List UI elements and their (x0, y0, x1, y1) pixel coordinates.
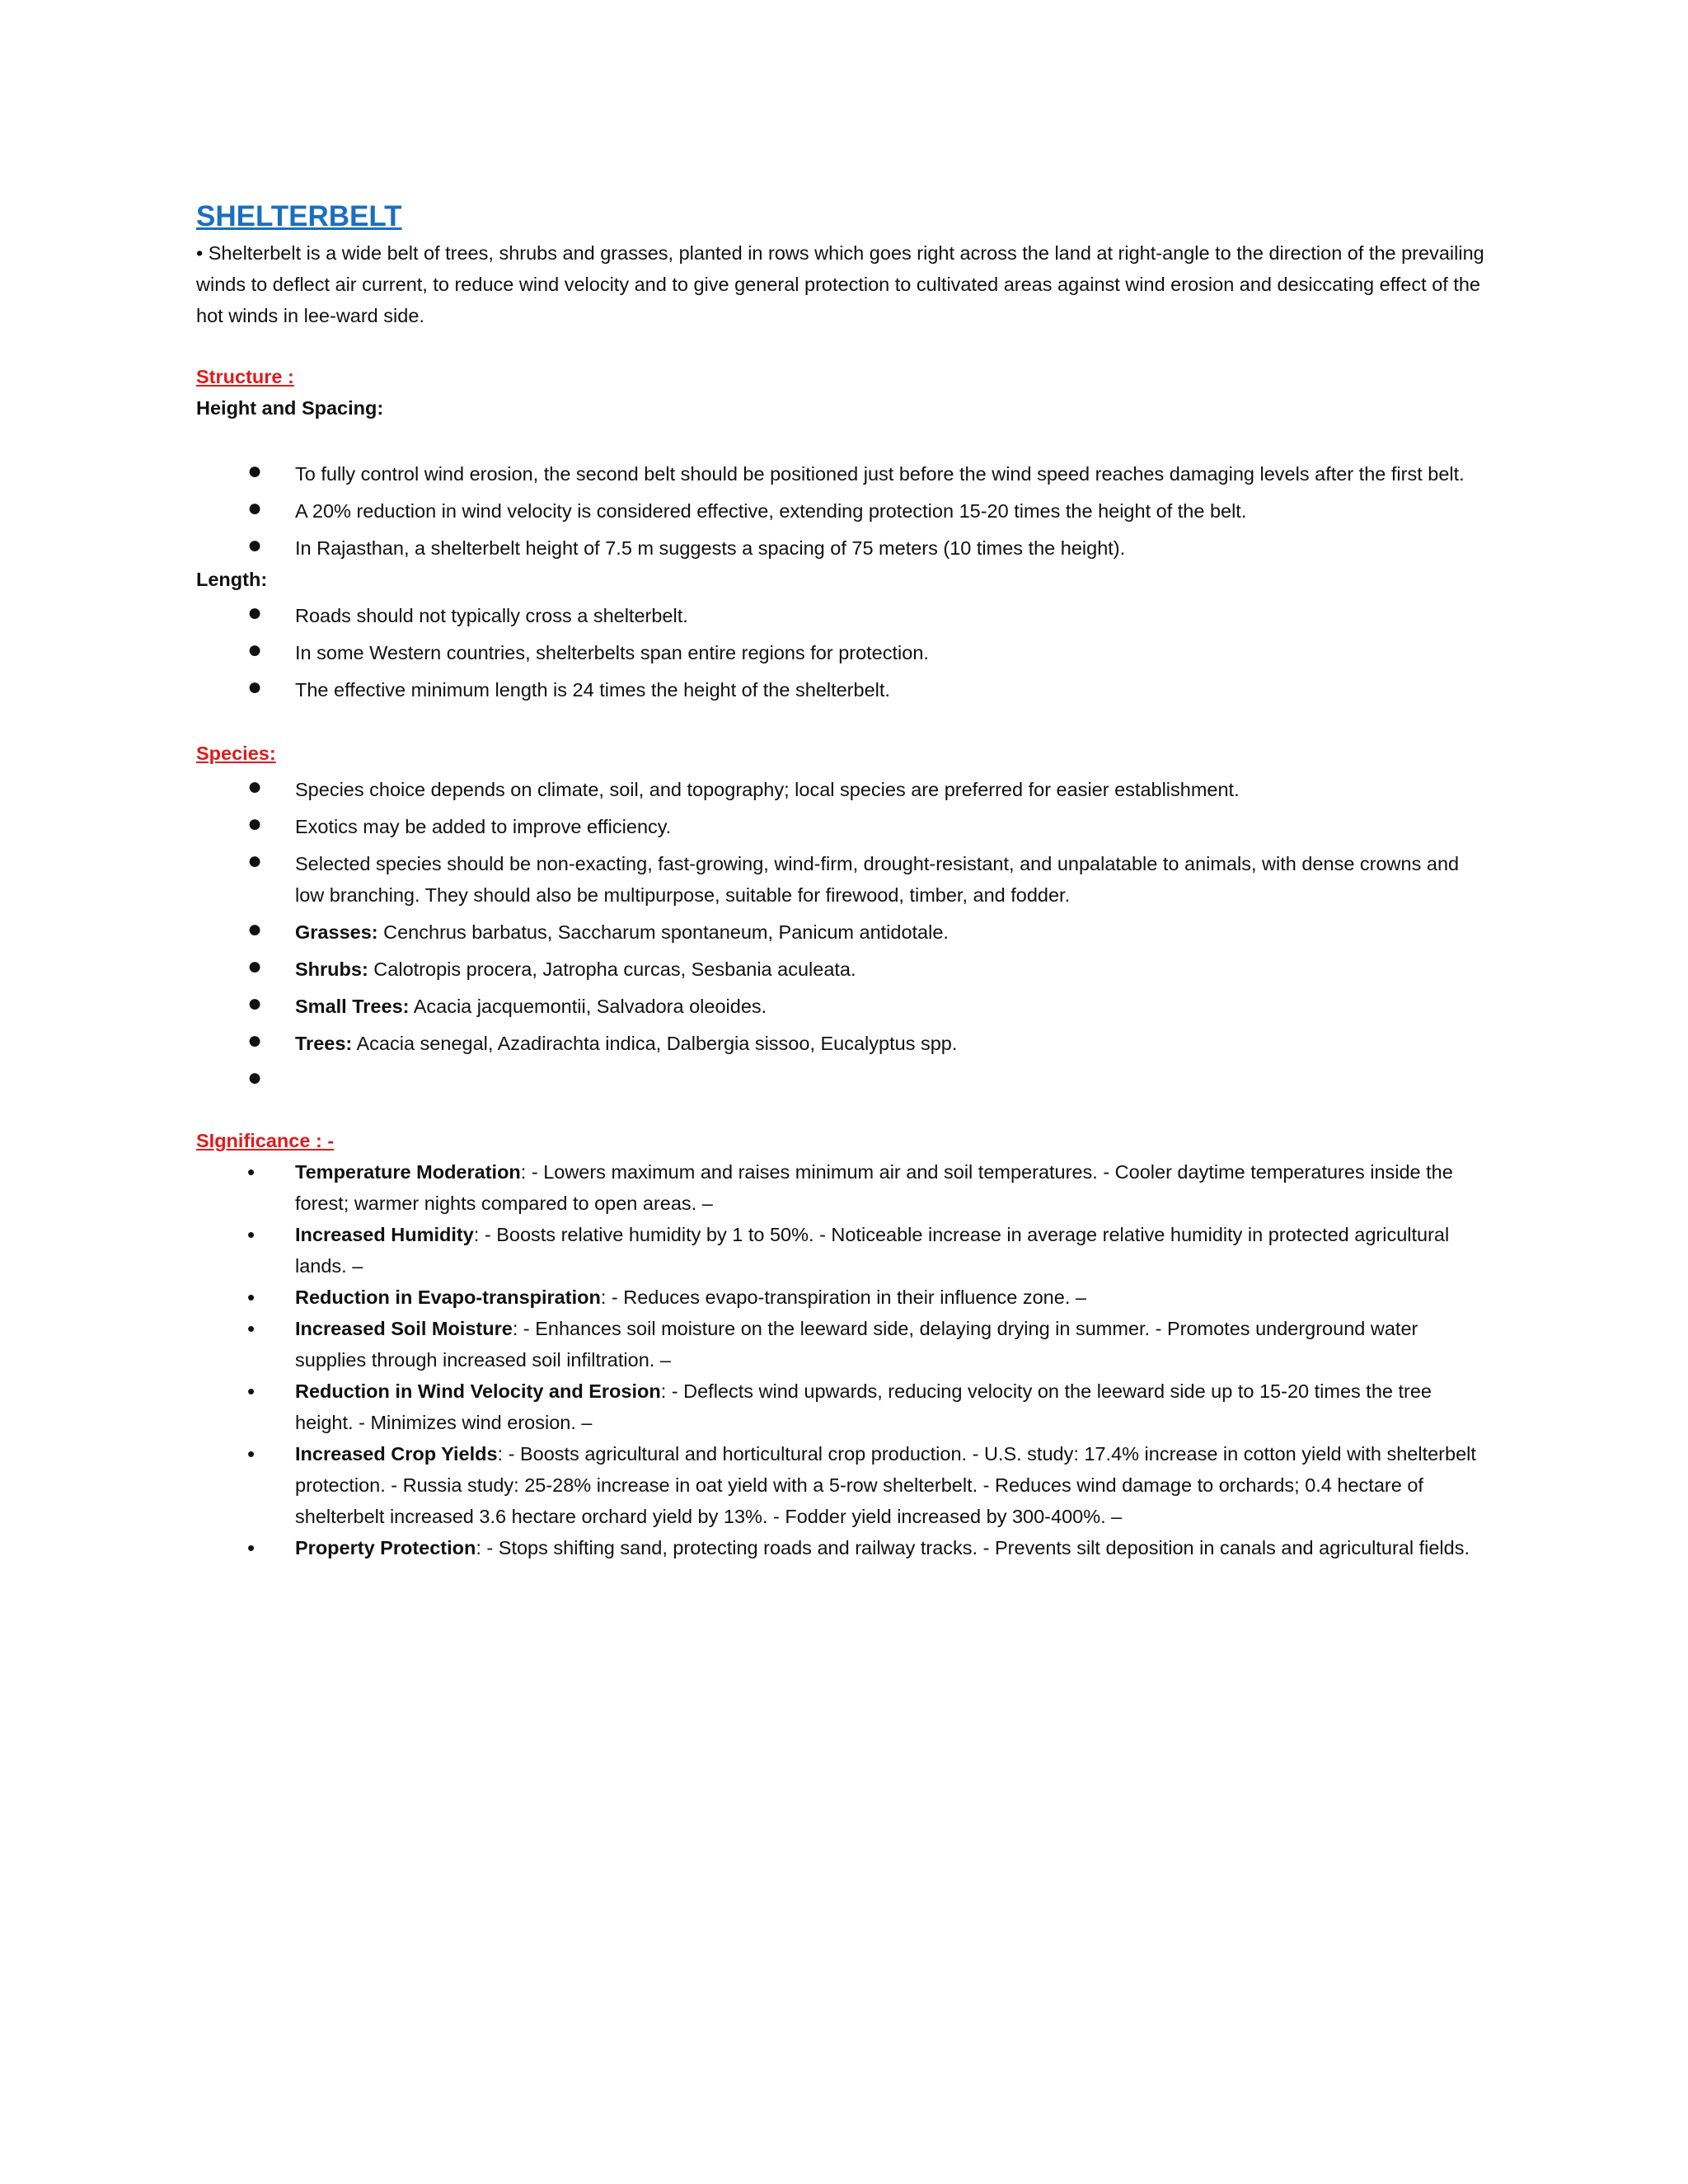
list-item: ● In some Western countries, shelterbelts span entire regions for protection. (196, 637, 1490, 668)
list-item-empty (196, 1065, 1490, 1096)
bullet-icon: ● (247, 636, 263, 663)
list-item: • Reduction in Evapo-transpiration: - Reduces evapo-transpiration in their influence zone. – (196, 1282, 1490, 1313)
bullet-icon: ● (247, 990, 263, 1017)
list-item: • Increased Humidity: - Boosts relative humidity by 1 to 50%. - Noticeable increase in average relative humidity in protected agricultural lands. – (196, 1219, 1490, 1282)
list-item: ● The effective minimum length is 24 times the height of the shelterbelt. (196, 674, 1490, 705)
bullet-icon: ● (247, 1027, 263, 1054)
bullet-icon: ● (247, 457, 263, 485)
bullet-icon: ● (247, 847, 263, 874)
bullet-icon: ● (247, 1064, 263, 1091)
page-title: SHELTERBELT (196, 200, 402, 232)
list-item: • Temperature Moderation: - Lowers maximum and raises minimum air and soil temperatures. - Cooler daytime temperatures inside the forest; warmer nights compared to open areas. – (196, 1156, 1490, 1219)
list-item: ● Small Trees: Acacia jacquemontii, Salvadora oleoides. (196, 991, 1490, 1022)
bullet-icon: • (247, 1222, 256, 1247)
list-item: ● Shrubs: Calotropis procera, Jatropha curcas, Sesbania aculeata. (196, 954, 1490, 985)
bullet-icon: ● (247, 599, 263, 626)
list-item: ● Selected species should be non-exacting, fast-growing, wind-firm, drought-resistant, and unpalatable to animals, with dense crowns and low branching. They should also be multipurpose, suitable for firewood, timber, and fodder. (247, 847, 1460, 906)
height-spacing-list (196, 458, 1490, 564)
document-page (196, 198, 1490, 1563)
bullet-icon: • (247, 1441, 256, 1466)
significance-heading: SIgnificance : - (196, 1130, 335, 1151)
significance-list (196, 1156, 1490, 1563)
intro-paragraph: • Shelterbelt is a wide belt of trees, shrubs and grasses, planted in rows which goes right across the land at right-angle to the direction of the prevailing winds to deflect air current, to reduce wind velocity and to give general protection to cultivated areas against wind erosion and desiccating effect of the hot winds in lee-ward side. (196, 242, 1484, 326)
bullet-icon: ● (247, 773, 263, 800)
bullet-icon: • (247, 1535, 256, 1560)
structure-heading: Structure : (196, 366, 294, 387)
list-item: ● Exotics may be added to improve efficiency. (196, 811, 1490, 842)
bullet-icon: • (247, 1285, 256, 1310)
list-item: • Increased Crop Yields: - Boosts agricultural and horticultural crop production. - U.S. study: 17.4% increase in cotton yield with shelterbelt protection. - Russia study: 25-28% increase in oat yield with a 5-row shelterbelt. - Reduces wind damage to orchards; 0.4 hectare of shelterbelt increased 3.6 hectare orchard yield by 13%. - Fodder yield increased by 300-400%. – (196, 1438, 1490, 1532)
bullet-icon: ● (247, 953, 263, 980)
bullet-icon: • (247, 1379, 256, 1404)
list-item: ● Grasses: Cenchrus barbatus, Saccharum spontaneum, Panicum antidotale. (196, 916, 1490, 948)
list-item: ● Species choice depends on climate, soil, and topography; local species are preferred for easier establishment. (196, 774, 1490, 805)
bullet-icon: • (247, 1316, 256, 1341)
bullet-icon: • (247, 1160, 256, 1184)
bullet-icon: ● (247, 532, 263, 559)
list-item: ● In Rajasthan, a shelterbelt height of 7.5 m suggests a spacing of 75 meters (10 times the height). (196, 532, 1490, 564)
bullet-icon: ● (247, 673, 263, 701)
length-list (196, 600, 1490, 705)
list-item: ● Trees: Acacia senegal, Azadirachta indica, Dalbergia sissoo, Eucalyptus spp. (196, 1028, 1490, 1059)
bullet-icon: ● (247, 494, 263, 522)
list-item: • Increased Soil Moisture: - Enhances soil moisture on the leeward side, delaying drying in summer. - Promotes underground water supplies through increased soil infiltration. – (196, 1313, 1490, 1376)
list-item: ● A 20% reduction in wind velocity is considered effective, extending protection 15-20 times the height of the belt. (196, 495, 1490, 527)
height-spacing-heading: Height and Spacing: (196, 397, 384, 419)
species-list (196, 774, 1490, 1096)
list-item: ● Roads should not typically cross a shelterbelt. (196, 600, 1490, 631)
list-item: • Reduction in Wind Velocity and Erosion: - Deflects wind upwards, reducing velocity on the leeward side up to 15-20 times the tree height. - Minimizes wind erosion. – (196, 1376, 1490, 1438)
list-item: ● To fully control wind erosion, the second belt should be positioned just before the wind speed reaches damaging levels after the first belt. (196, 458, 1490, 490)
bullet-icon: ● (247, 810, 263, 837)
list-item: • Property Protection: - Stops shifting sand, protecting roads and railway tracks. - Prevents silt deposition in canals and agricultural fields. (196, 1532, 1490, 1563)
bullet-icon: ● (247, 916, 263, 943)
species-heading: Species: (196, 743, 276, 764)
length-heading: Length: (196, 569, 268, 590)
